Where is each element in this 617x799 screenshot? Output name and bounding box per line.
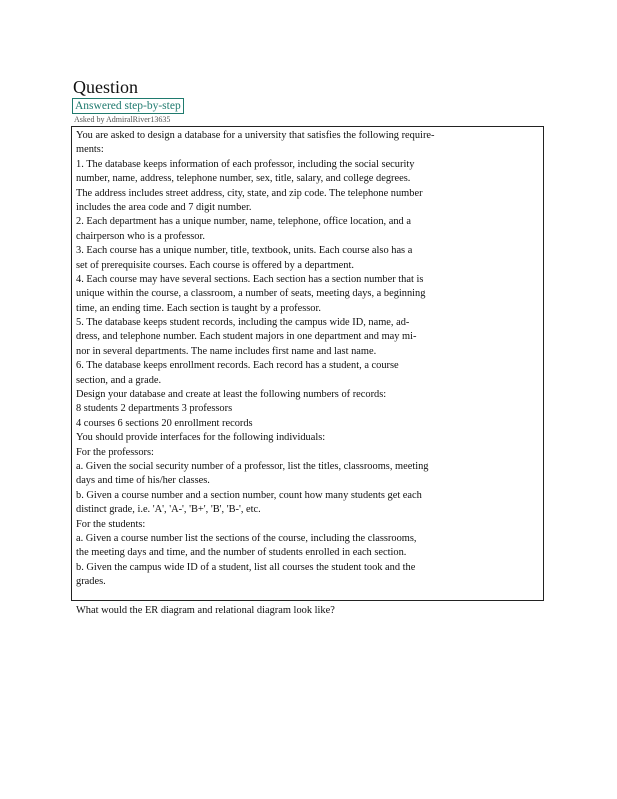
question-box — [71, 126, 544, 616]
question-line: What would the ER diagram and relational diagram look like? — [76, 604, 335, 616]
question-line: For the professors: — [76, 446, 154, 458]
question-line: unique within the course, a classroom, a number of seats, meeting days, a beginning — [76, 288, 426, 300]
question-line: 4. Each course may have several sections. Each section has a section number that is — [76, 273, 424, 285]
question-line: a. Given the social security number of a professor, list the titles, classrooms, meeting — [76, 460, 429, 472]
question-line: includes the area code and 7 digit number. — [76, 201, 252, 213]
question-line — [76, 590, 539, 604]
question-line: 3. Each course has a unique number, title, textbook, units. Each course also has a — [76, 245, 413, 257]
question-line: days and time of his/her classes. — [76, 475, 210, 487]
question-line: You are asked to design a database for a university that satisfies the following require- — [76, 130, 435, 141]
question-line: grades. — [76, 576, 106, 588]
question-line: 1. The database keeps information of each professor, including the social security — [76, 158, 415, 170]
question-line: a. Given a course number list the sections of the course, including the classrooms, — [76, 532, 417, 544]
question-line: b. Given a course number and a section number, count how many students get each — [76, 489, 422, 501]
question-line: 6. The database keeps enrollment records. Each record has a student, a course — [76, 360, 399, 372]
question-line: the meeting days and time, and the number of students enrolled in each section. — [76, 547, 407, 559]
question-line: You should provide interfaces for the following individuals: — [76, 432, 326, 444]
asked-by-label: Asked by AdmiralRiver13635 — [74, 115, 171, 124]
question-line: 4 courses 6 sections 20 enrollment records — [76, 417, 253, 429]
question-line: b. Given the campus wide ID of a student, list all courses the student took and the — [76, 561, 416, 573]
question-line: For the students: — [76, 518, 146, 530]
answered-badge[interactable]: Answered step-by-step — [72, 98, 184, 114]
question-line: Design your database and create at least the following numbers of records: — [76, 389, 387, 401]
question-line: time, an ending time. Each section is taught by a professor. — [76, 302, 321, 314]
question-line: 5. The database keeps student records, including the campus wide ID, name, ad- — [76, 317, 410, 329]
question-line: chairperson who is a professor. — [76, 230, 205, 242]
question-line: ments: — [76, 144, 104, 156]
question-line: set of prerequisite courses. Each course is offered by a department. — [76, 259, 354, 271]
question-line: The address includes street address, city, state, and zip code. The telephone number — [76, 187, 423, 199]
question-line: distinct grade, i.e. 'A', 'A-', 'B+', 'B', 'B-', etc. — [76, 504, 261, 516]
question-line: dress, and telephone number. Each student majors in one department and may mi- — [76, 331, 417, 343]
question-line: 8 students 2 departments 3 professors — [76, 403, 233, 415]
question-line: nor in several departments. The name includes first name and last name. — [76, 345, 377, 357]
question-line: section, and a grade. — [76, 374, 162, 386]
question-line: 2. Each department has a unique number, name, telephone, office location, and a — [76, 216, 411, 228]
question-line: number, name, address, telephone number, sex, title, salary, and college degrees. — [76, 173, 411, 185]
page-title: Question — [73, 77, 138, 97]
